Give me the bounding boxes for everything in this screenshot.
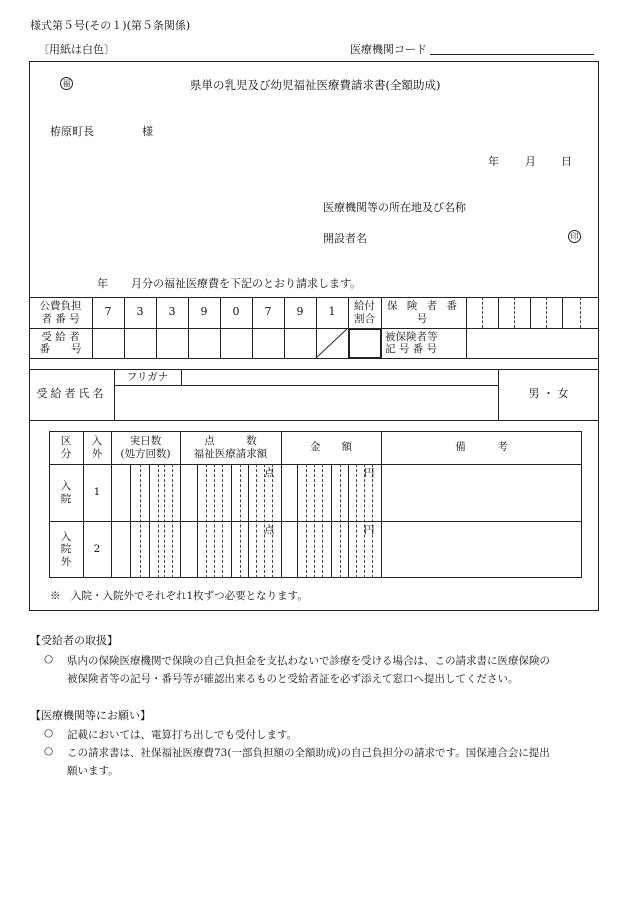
bullet-icon: ○ [44,653,54,665]
gender-selector[interactable]: 男 ・ 女 [528,387,569,401]
form-title: 県単の乳児及び幼児福祉医療費請求書(全額助成) [190,78,441,92]
date-year: 年 [488,155,499,168]
institution-request-heading: 【医療機関等にお願い】 [30,709,151,722]
public-payer-digit: 9 [200,305,208,319]
public-payer-digit: 7 [104,305,112,319]
public-payer-digit: 1 [328,305,336,319]
row-category: 入 院 [60,480,72,505]
point-unit: 点 [264,524,275,536]
header-amount: 金 額 [310,441,352,454]
bullet-icon: ○ [44,727,54,739]
public-payer-digit: 9 [296,305,304,319]
public-payer-digit: 3 [168,305,176,319]
addressee: 栫原町長 [50,125,94,138]
public-payer-digit: 0 [232,305,240,319]
bullet-icon: ○ [44,745,54,757]
institution-request-item2-line2: 願います。 [67,765,119,777]
stamp-icon: 印 [568,230,581,243]
benefit-ratio-label: 給付 割合 [354,300,375,325]
request-text: 月分の福祉医療費を下記のとおり請求します。 [131,277,362,290]
point-unit: 点 [264,467,275,479]
recipient-name-field[interactable] [115,386,498,420]
insured-symbol-label: 被保険者等 記 号 番 号 [385,330,438,355]
header-days: 実日数 (処方回数) [120,435,171,460]
row-code: 1 [93,486,101,499]
recipient-number-label: 受 給 者 番 号 [39,330,82,355]
date-day: 日 [561,155,572,168]
insurer-number-label: 保 険 者 番 号 [386,300,460,325]
institution-request-item2-line1: この請求書は、社保福祉医療費73(一部負担額の全額助成)の自己負担分の請求です。国保連合会に提出 [67,747,550,759]
recipient-handling-heading: 【受給者の取扱】 [30,634,118,647]
header-inpatient-flag: 入 外 [91,435,103,460]
form-number: 様式第５号(その１)(第５条関係) [30,19,191,32]
benefit-ratio-field[interactable] [348,328,382,359]
header-remarks: 備 考 [455,441,508,454]
institution-address-label: 医療機関等の所在地及び名称 [323,201,466,214]
yen-unit: 円 [364,524,375,536]
row-code: 2 [93,543,101,556]
founder-label: 開設者名 [323,232,367,245]
furigana-label: フリガナ [126,370,169,383]
row-category: 入 院 外 [60,531,72,568]
date-month: 月 [525,155,536,168]
recipient-name-label: 受給者氏名 [36,387,107,401]
paper-note: 〔用紙は白色〕 [38,43,115,56]
institution-code-label: 医療機関コード [350,43,427,56]
yen-unit: 円 [364,467,375,479]
billing-note: ※ 入院・入院外でそれぞれ1枚ずつ必要となります。 [50,590,308,602]
recipient-handling-line2: 被保険者等の記号・番号等が確認出来るものと受給者証を必ず添えて窓口へ提出してください。 [67,673,519,685]
public-payer-digit: 3 [136,305,144,319]
header-points: 点 数 福祉医療請求額 [193,435,268,460]
institution-request-item1: 記載においては、電算打ち出しでも受付します。 [67,729,298,741]
welfare-seal-icon: 福 [60,77,73,90]
addressee-suffix: 様 [142,125,153,138]
header-category: 区 分 [60,435,72,460]
recipient-handling-line1: 県内の保険医療機関で保険の自己負担金を支払わないで診療を受ける場合は、この請求書に医療保険の [67,655,550,667]
public-payer-label: 公費負担 者 番 号 [39,300,82,325]
public-payer-digit: 7 [264,305,272,319]
request-year: 年 [97,277,108,290]
recipient-number-slash [316,328,348,358]
furigana-field[interactable] [181,370,498,385]
institution-code-field[interactable] [430,54,594,55]
